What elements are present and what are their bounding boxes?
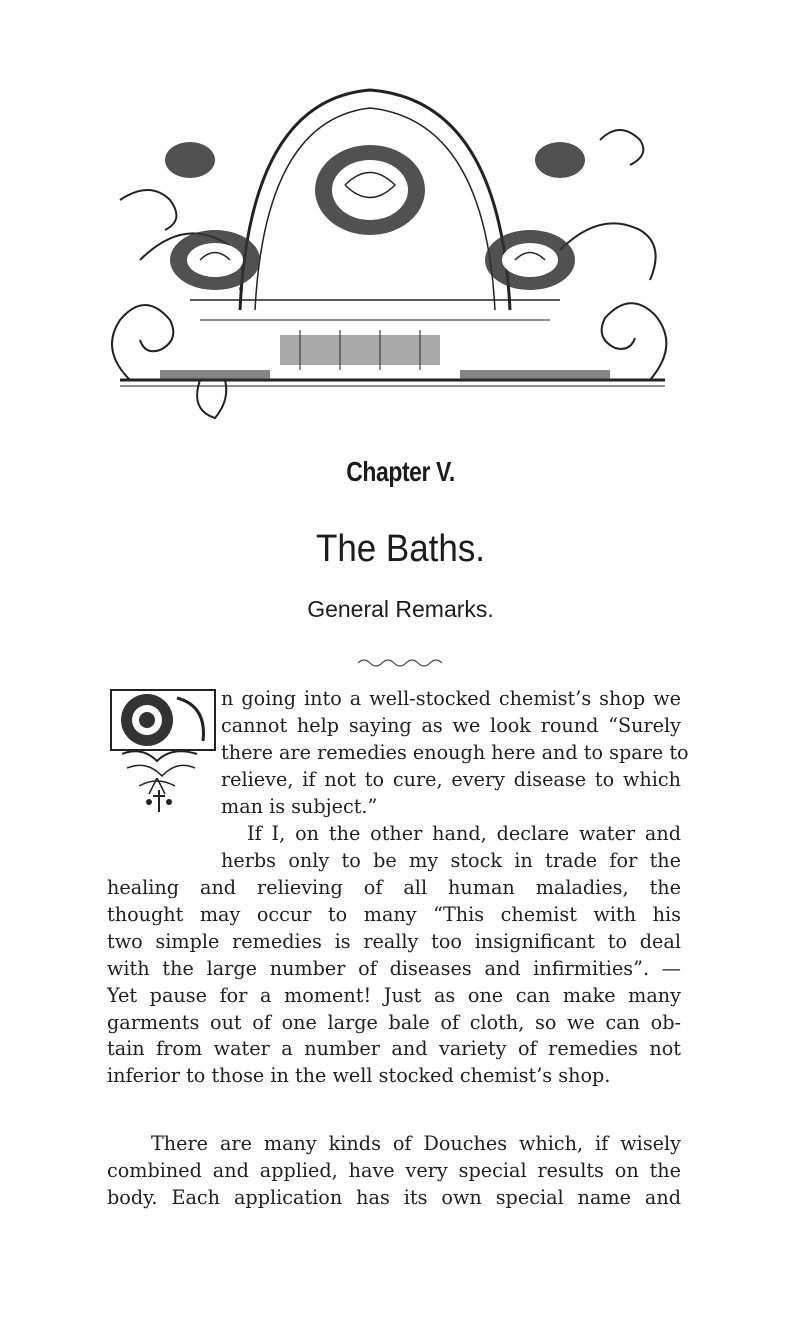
chapter-title: The Baths. <box>315 528 486 570</box>
text-line: herbs only to be my stock in trade for the <box>221 848 681 872</box>
text-line: thought may occur to many “This chemist with his <box>107 902 681 926</box>
ornamental-header-illustration-icon <box>40 80 670 420</box>
text-line: relieve, if not to cure, every disease to which <box>221 767 681 791</box>
text-line: cannot help saying as we look round “Surely <box>221 713 681 737</box>
text-line: man is subject.” <box>221 794 378 818</box>
paragraph-1 <box>221 686 689 821</box>
text-line: inferior to those in the well stocked chemist’s shop. <box>107 1064 611 1088</box>
text-line: There are many kinds of Douches which, if wisely <box>151 1132 681 1155</box>
text-line: Yet pause for a moment! Just as one can make many <box>107 983 681 1007</box>
chapter-subtitle: General Remarks. <box>307 596 494 622</box>
text-line: n going into a well-stocked chemist’s shop we <box>221 687 681 710</box>
text-line: there are remedies enough here and to spare to <box>221 740 689 764</box>
chapter-number-heading: Chapter V. <box>346 456 455 487</box>
paragraph-2 <box>107 875 681 1090</box>
paragraph-2-indented <box>221 821 681 875</box>
wavy-divider-icon <box>356 655 448 667</box>
paragraph-3 <box>107 1131 681 1212</box>
text-line: combined and applied, have very special results on the <box>107 1158 681 1182</box>
text-line: garments out of one large bale of cloth, so we can ob- <box>107 1010 681 1034</box>
ornamental-drop-cap-I-icon <box>107 686 217 814</box>
text-line: If I, on the other hand, declare water and <box>247 822 681 845</box>
text-line: with the large number of diseases and infirmities”. — <box>107 956 681 980</box>
text-line: two simple remedies is really too insignificant to deal <box>107 929 681 953</box>
text-line: tain from water a number and variety of remedies not <box>107 1037 681 1061</box>
text-line: healing and relieving of all human maladies, the <box>107 876 681 899</box>
text-line: body. Each application has its own special name and <box>107 1185 681 1209</box>
